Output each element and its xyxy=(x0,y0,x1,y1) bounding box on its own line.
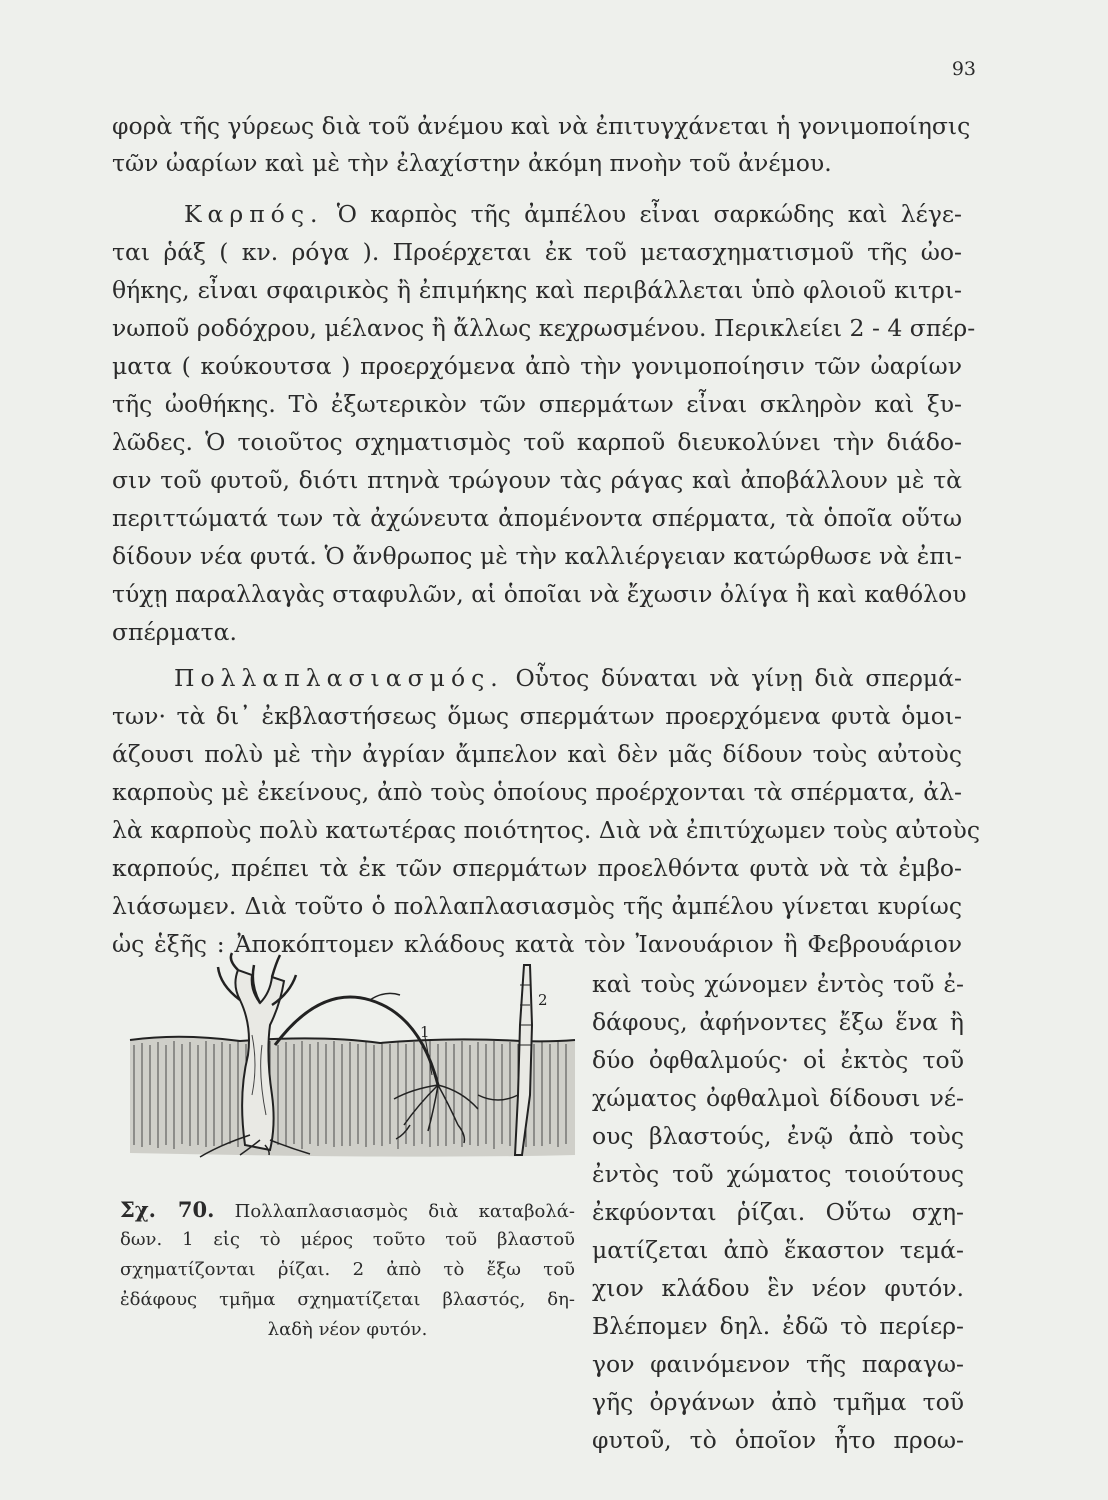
text-line: Βλέπομεν δηλ. ἐδῶ τὸ περίερ- xyxy=(592,1312,964,1340)
text-line: λιάσωμεν. Διὰ τοῦτο ὁ πολλαπλασιασμὸς τῆς ἀμπέλου γίνεται κυρίως xyxy=(112,892,962,920)
text-line: θήκης, εἶναι σφαιρικὸς ἢ ἐπιμήκης καὶ περιβάλλεται ὑπὸ φλοιοῦ κιτρι- xyxy=(112,276,962,304)
text-line: νωποῦ ροδόχρου, μέλανος ἢ ἄλλως κεχρωσμένου. Περικλείει 2 - 4 σπέρ- xyxy=(112,314,976,342)
figure-label-2: 2 xyxy=(538,991,548,1009)
text-line: άζουσι πολὺ μὲ τὴν ἀγρίαν ἄμπελον καὶ δὲν μᾶς δίδουν τοὺς αὐτοὺς xyxy=(112,740,962,768)
text-line: ἐντὸς τοῦ χώματος τοιούτους xyxy=(592,1160,964,1188)
text-line: ὡς ἑξῆς : Ἀποκόπτομεν κλάδους κατὰ τὸν Ἰανουάριον ἢ Φεβρουάριον xyxy=(112,930,962,958)
paragraph-propagation-first-line xyxy=(112,662,962,694)
layering-illustration xyxy=(120,945,580,1175)
text-line: των· τὰ δι᾽ ἐκβλαστήσεως ὅμως σπερμάτων προερχόμενα φυτὰ ὁμοι- xyxy=(112,702,962,730)
figure-caption-first-line xyxy=(120,1196,575,1225)
figure-number: Σχ. 70. xyxy=(120,1197,215,1222)
text-line: γον φαινόμενον τῆς παραγω- xyxy=(592,1350,964,1378)
caption-line: ἐδάφους τμῆμα σχηματίζεται βλαστός, δη- xyxy=(120,1289,575,1310)
text-line: περιττώματά των τὰ ἀχώνευτα ἀπομένοντα σπέρματα, τὰ ὁποῖα οὕτω xyxy=(112,504,962,532)
text-line: ται ῥάξ ( κν. ρόγα ). Προέρχεται ἐκ τοῦ μετασχηματισμοῦ τῆς ὠο- xyxy=(112,238,962,266)
section-heading-propagation: Πολλαπλασιασμός. xyxy=(174,664,504,692)
text-line: τῶν ὠαρίων καὶ μὲ τὴν ἐλαχίστην ἀκόμη πνοὴν τοῦ ἀνέμου. xyxy=(112,149,832,177)
text-fragment: Ὁ καρπὸς τῆς ἀμπέλου εἶναι σαρκώδης καὶ λέγε- xyxy=(336,200,962,228)
text-line: δύο ὀφθαλμούς· οἱ ἐκτὸς τοῦ xyxy=(592,1046,964,1074)
text-fragment: Οὗτος δύναται νὰ γίνῃ διὰ σπερμά- xyxy=(515,664,962,692)
text-line: λὰ καρποὺς πολὺ κατωτέρας ποιότητος. Διὰ νὰ ἐπιτύχωμεν τοὺς αὐτοὺς xyxy=(112,816,980,844)
page-number: 93 xyxy=(951,58,976,80)
figure-label-1: 1 xyxy=(420,1023,430,1041)
section-heading-karpos: Καρπός. xyxy=(184,200,324,228)
text-line: ματίζεται ἀπὸ ἕκαστον τεμά- xyxy=(592,1236,964,1264)
caption-line: λαδὴ νέον φυτόν. xyxy=(267,1319,428,1340)
text-line: χιον κλάδου ἓν νέον φυτόν. xyxy=(592,1274,964,1302)
text-line: ἐκφύονται ῥίζαι. Οὕτω σχη- xyxy=(592,1198,964,1226)
text-line: γῆς ὀργάνων ἀπὸ τμῆμα τοῦ xyxy=(592,1388,964,1416)
text-line: λῶδες. Ὁ τοιοῦτος σχηματισμὸς τοῦ καρποῦ διευκολύνει τὴν διάδο- xyxy=(112,428,962,456)
caption-line: σχηματίζονται ῥίζαι. 2 ἀπὸ τὸ ἔξω τοῦ xyxy=(120,1259,575,1280)
soil xyxy=(130,1037,575,1157)
text-line: σιν τοῦ φυτοῦ, διότι πτηνὰ τρώγουν τὰς ράγας καὶ ἀποβάλλουν μὲ τὰ xyxy=(112,466,962,494)
text-line: χώματος ὀφθαλμοὶ δίδουσι νέ- xyxy=(592,1084,964,1112)
text-line: φορὰ τῆς γύρεως διὰ τοῦ ἀνέμου καὶ νὰ ἐπιτυγχάνεται ἡ γονιμοποίησις xyxy=(112,112,971,140)
caption-line: δων. 1 εἰς τὸ μέρος τοῦτο τοῦ βλαστοῦ xyxy=(120,1229,575,1250)
text-line: τύχῃ παραλλαγὰς σταφυλῶν, αἱ ὁποῖαι νὰ ἔχωσιν ὀλίγα ἢ καὶ καθόλου xyxy=(112,580,967,608)
text-line: τῆς ὠοθήκης. Τὸ ἐξωτερικὸν τῶν σπερμάτων εἶναι σκληρὸν καὶ ξυ- xyxy=(112,390,962,418)
text-line: καρπούς, πρέπει τὰ ἐκ τῶν σπερμάτων προελθόντα φυτὰ νὰ τὰ ἐμβο- xyxy=(112,854,962,882)
text-line: ους βλαστούς, ἐνῷ ἀπὸ τοὺς xyxy=(592,1122,964,1150)
text-line: φυτοῦ, τὸ ὁποῖον ἦτο προω- xyxy=(592,1426,964,1454)
text-line: καρποὺς μὲ ἐκείνους, ἀπὸ τοὺς ὁποίους προέρχονται τὰ σπέρματα, ἀλ- xyxy=(112,778,962,806)
text-line: δίδουν νέα φυτά. Ὁ ἄνθρωπος μὲ τὴν καλλιέργειαν κατώρθωσε νὰ ἐπι- xyxy=(112,542,962,570)
text-line: δάφους, ἀφήνοντες ἔξω ἕνα ἢ xyxy=(592,1008,964,1036)
paragraph-karpos-first-line xyxy=(112,198,962,230)
text-line: σπέρματα. xyxy=(112,618,237,646)
text-line: καὶ τοὺς χώνομεν ἐντὸς τοῦ ἐ- xyxy=(592,970,964,998)
caption-fragment: Πολλαπλασιασμὸς διὰ καταβολά- xyxy=(234,1201,575,1222)
text-line: ματα ( κούκουτσα ) προερχόμενα ἀπὸ τὴν γονιμοποίησιν τῶν ὠαρίων xyxy=(112,352,962,380)
